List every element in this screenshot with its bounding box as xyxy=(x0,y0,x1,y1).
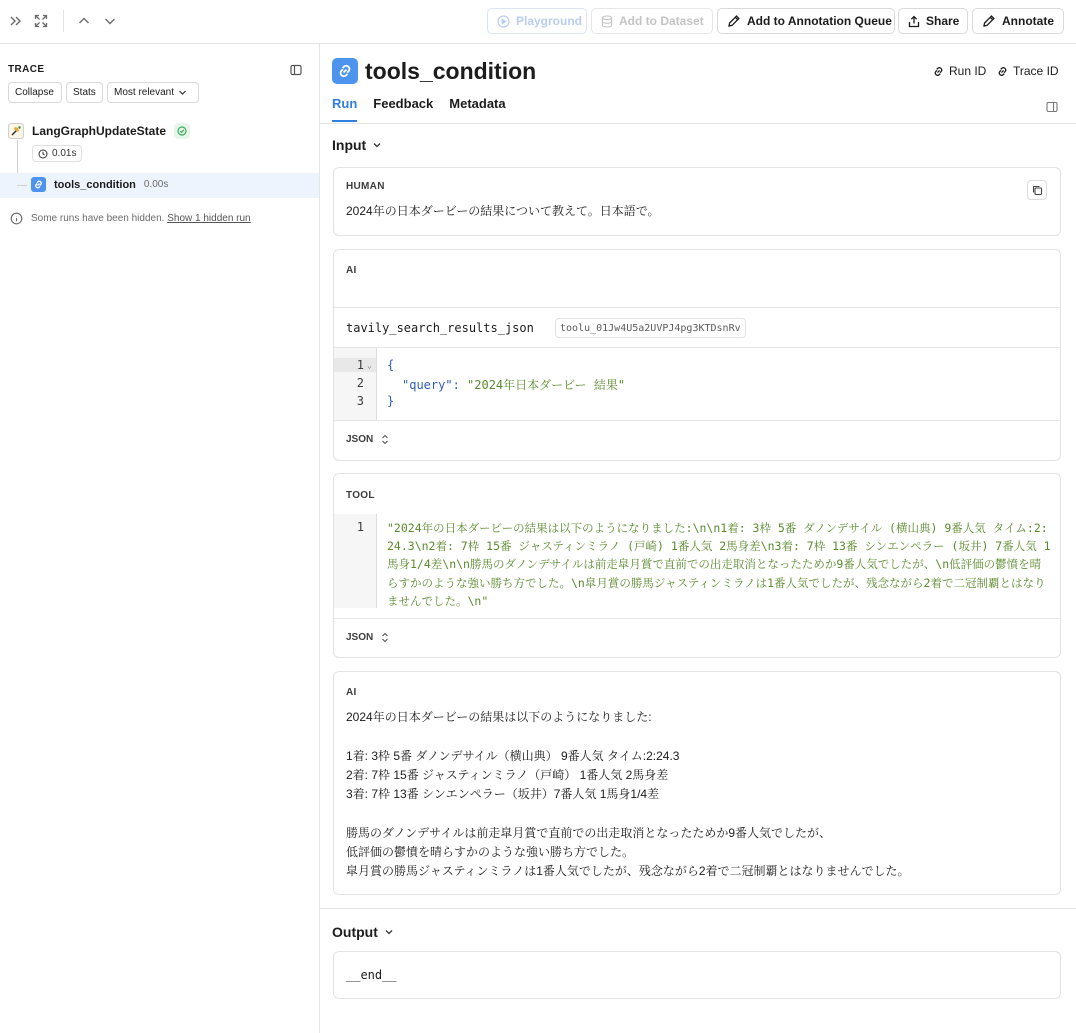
tree-node-root[interactable] xyxy=(8,122,190,140)
tree-connector-branch xyxy=(17,185,27,186)
database-icon xyxy=(601,15,613,28)
add-to-annotation-queue-label: Add to Annotation Queue xyxy=(747,14,892,28)
link-chain-icon xyxy=(31,177,46,192)
run-tabs xyxy=(332,96,506,120)
link-icon xyxy=(996,65,1009,78)
chevron-updown-icon xyxy=(381,632,389,643)
sort-select-value: Most relevant xyxy=(114,87,175,98)
previous-run-icon[interactable] xyxy=(74,11,94,31)
gutter-border xyxy=(376,514,377,608)
format-label: JSON xyxy=(346,632,374,643)
trace-id-link[interactable] xyxy=(996,64,1059,78)
tree-child-duration: 0.00s xyxy=(143,179,169,190)
chevron-updown-icon xyxy=(381,434,389,445)
tool-call-id: toolu_01Jw4U5a2UVPJ4pg3KTDsnRv xyxy=(555,318,746,338)
ai-answer-line: 3着: 7枠 13番 シンエンペラー（坂井）7番人気 1馬身1/4差 xyxy=(346,787,660,801)
tool-call-name: tavily_search_results_json xyxy=(346,321,534,335)
share-button[interactable] xyxy=(898,8,968,34)
root-duration-chip xyxy=(32,145,82,162)
run-title: tools_condition xyxy=(365,58,537,84)
layout-toggle-icon[interactable] xyxy=(1046,101,1058,116)
langgraph-icon xyxy=(8,123,24,139)
tree-child-name: tools_condition xyxy=(54,178,136,191)
share-label: Share xyxy=(926,14,960,28)
fold-chevron-icon[interactable]: ⌄ xyxy=(367,361,372,370)
add-to-annotation-queue-button[interactable] xyxy=(717,8,895,34)
line-number: 2 xyxy=(356,376,364,390)
tool-result-code[interactable] xyxy=(334,514,1060,608)
code-line-query xyxy=(402,376,625,393)
toolbar-divider xyxy=(63,10,64,32)
fullscreen-icon[interactable] xyxy=(31,11,51,31)
root-duration: 0.01s xyxy=(52,148,77,159)
link-chain-icon xyxy=(332,58,358,84)
line-number: 3 xyxy=(356,394,364,408)
show-hidden-run-link[interactable]: Show 1 hidden run xyxy=(167,213,251,224)
code-key: "query" xyxy=(402,378,453,392)
ai-answer-line: 1着: 3枠 5番 ダノンデサイル（横山典） 9番人気 タイム:2:24.3 xyxy=(346,749,680,763)
ai-answer-line: 2024年の日本ダービーの結果は以下のようになりました: xyxy=(346,710,652,724)
line-number: 1 xyxy=(334,358,376,372)
sidebar-toggle-icon[interactable] xyxy=(290,64,302,79)
tool-args-code[interactable] xyxy=(334,348,1060,420)
human-message-card xyxy=(333,167,1061,236)
stats-button[interactable] xyxy=(66,82,103,103)
tree-node-tools-condition[interactable] xyxy=(0,173,319,198)
hidden-runs-text: Some runs have been hidden. xyxy=(31,213,165,224)
pencil-icon xyxy=(982,14,996,28)
ai-answer-line: 2着: 7枠 15番 ジャスティンミラノ（戸崎） 1番人気 2馬身差 xyxy=(346,768,669,782)
tree-root-name: LangGraphUpdateState xyxy=(32,124,167,138)
trace-heading: TRACE xyxy=(8,64,45,75)
divider xyxy=(334,420,1060,421)
gutter-border xyxy=(376,348,377,420)
next-run-icon[interactable] xyxy=(100,11,120,31)
divider xyxy=(334,618,1060,619)
code-value: "2024年日本ダービー 結果" xyxy=(467,378,626,392)
trace-sidebar xyxy=(0,44,320,1033)
tabs-divider xyxy=(320,123,1076,124)
tab-metadata[interactable]: Metadata xyxy=(449,96,506,111)
code-close-brace: } xyxy=(387,394,395,408)
output-heading: Output xyxy=(332,924,378,940)
human-message-text: 2024年の日本ダービーの結果について教えて。日本語で。 xyxy=(346,204,660,218)
format-select[interactable] xyxy=(346,434,389,445)
run-detail-panel xyxy=(320,44,1076,1033)
add-to-dataset-label: Add to Dataset xyxy=(619,14,704,28)
divider xyxy=(334,307,1060,308)
add-to-dataset-button[interactable] xyxy=(591,8,713,34)
ai-answer-line: 皐月賞の勝馬ジャスティンミラノは1番人気でしたが、残念ながら2着で二冠制覇とはなりませんでした。 xyxy=(346,864,910,878)
expand-panel-icon[interactable] xyxy=(6,11,26,31)
sort-select[interactable] xyxy=(107,82,199,103)
output-value: __end__ xyxy=(346,968,397,982)
copy-icon[interactable] xyxy=(1027,180,1047,200)
collapse-label: Collapse xyxy=(15,87,54,98)
ai-answer-line: 勝馬のダノンデサイルは前走皐月賞で直前での出走取消となったためか9番人気でしたが、 xyxy=(346,826,831,840)
chevron-down-icon xyxy=(372,140,382,150)
annotate-button[interactable] xyxy=(972,8,1064,34)
trace-id-label: Trace ID xyxy=(1013,64,1059,78)
hidden-runs-note xyxy=(10,212,251,225)
chevron-down-icon xyxy=(178,88,187,97)
code-colon: : xyxy=(452,378,468,392)
output-section-toggle[interactable] xyxy=(332,924,394,940)
message-role: AI xyxy=(346,687,357,698)
input-section-toggle[interactable] xyxy=(332,137,382,153)
section-divider xyxy=(320,908,1076,909)
code-open-brace: { xyxy=(387,358,395,372)
output-card xyxy=(333,951,1061,999)
input-heading: Input xyxy=(332,137,367,153)
ai-tool-call-card xyxy=(333,249,1061,461)
line-number: 1 xyxy=(356,520,364,534)
annotate-label: Annotate xyxy=(1002,14,1054,28)
tool-message-card xyxy=(333,473,1061,658)
link-icon xyxy=(932,65,945,78)
clock-icon xyxy=(38,149,48,159)
format-label: JSON xyxy=(346,434,374,445)
success-check-icon xyxy=(174,123,190,139)
tab-feedback[interactable]: Feedback xyxy=(373,96,434,111)
collapse-button[interactable] xyxy=(8,82,62,103)
run-id-link[interactable] xyxy=(932,64,986,78)
tool-result-text: "2024年の日本ダービーの結果は以下のようになりました:\n\n1着: 3枠 5番 ダノンデサイル (横山典) 9番人気 タイム:2:24.3\n2着: 7枠 15番 ジャスティンミラノ (戸崎) 1番人気 2馬身差\n3着: 7枠 13番 シンエンペラー (坂井) 7番人気 1馬身1/4差\n\n勝馬のダノンデサイルは前走皐月賞で直前での出走取消となったためか9番人気でしたが、\n低評価の鬱憤を晴らすかのような強い勝ち方でした。\n皐月賞の勝馬ジャスティンミラノは1番人気でしたが、残念ながら2着で二冠制覇とはなりませんでした。\n" xyxy=(387,521,1051,608)
message-role: HUMAN xyxy=(346,181,385,192)
playground-label: Playground xyxy=(516,14,583,28)
top-toolbar xyxy=(0,0,1076,44)
message-role: TOOL xyxy=(346,490,375,501)
play-icon xyxy=(497,15,510,28)
info-icon xyxy=(10,212,23,225)
run-id-label: Run ID xyxy=(949,64,987,78)
message-role: AI xyxy=(346,265,357,276)
playground-button[interactable] xyxy=(487,8,587,34)
format-select[interactable] xyxy=(346,632,389,643)
tab-run[interactable]: Run xyxy=(332,96,357,118)
stats-label: Stats xyxy=(73,87,96,98)
pencil-icon xyxy=(727,14,741,28)
ai-answer-card xyxy=(333,671,1061,895)
ai-answer-line: 低評価の鬱憤を晴らすかのような強い勝ち方でした。 xyxy=(346,845,635,859)
share-icon xyxy=(908,15,920,28)
chevron-down-icon xyxy=(384,927,394,937)
